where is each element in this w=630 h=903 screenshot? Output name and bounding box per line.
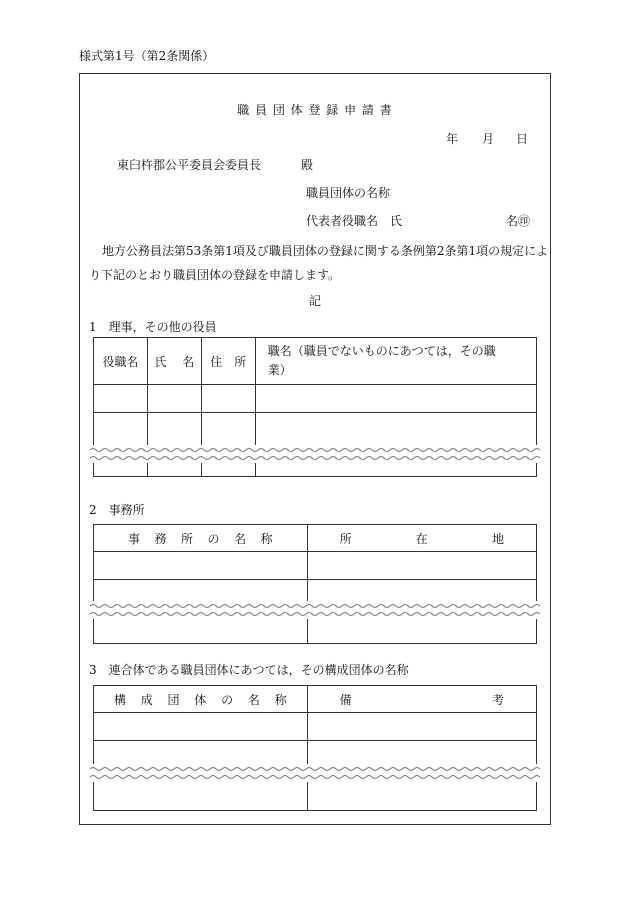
table-row — [94, 413, 537, 447]
col-job-header — [255, 338, 536, 385]
date-day-label: 日 — [516, 132, 529, 146]
table-header-row — [94, 525, 537, 552]
table-row — [94, 713, 537, 741]
cell-office-name[interactable] — [94, 552, 308, 580]
table-row — [94, 552, 537, 580]
col-member-name-header: 構 成 団 体 の 名 称 — [94, 686, 308, 713]
cell-job[interactable] — [255, 413, 536, 447]
member-org-table — [93, 685, 537, 811]
honorific: 殿 — [301, 158, 314, 172]
cell-member-name[interactable] — [94, 713, 308, 741]
cell-address[interactable] — [201, 413, 255, 447]
cell-name[interactable] — [147, 413, 201, 447]
date-month-label: 月 — [482, 132, 495, 146]
col-location-header: 所 在 地 — [307, 525, 536, 552]
col-office-name-header: 事 務 所 の 名 称 — [94, 525, 308, 552]
representative-label: 代表者役職名 氏 — [306, 214, 403, 228]
table-header-row — [94, 338, 537, 385]
addressee: 東臼杵郡公平委員会委員長 — [117, 158, 262, 172]
table-break-marker — [90, 601, 540, 619]
section3-heading: 3 連合体である職員団体にあつては，その構成団体の名称 — [89, 663, 409, 677]
table-break-marker — [90, 764, 540, 782]
body-text-line2: り下記のとおり職員団体の登録を申請します。 — [89, 268, 341, 282]
org-name-label: 職員団体の名称 — [306, 186, 391, 200]
table-header-row — [94, 686, 537, 713]
section1-heading: 1 理事，その他の役員 — [89, 320, 217, 334]
cell-name[interactable] — [147, 385, 201, 413]
col-job-header-line2: 業） — [267, 363, 292, 377]
col-name-header: 氏 名 — [147, 338, 201, 385]
cell-address[interactable] — [201, 385, 255, 413]
body-text-line1: 地方公務員法第53条第1項及び職員団体の登録に関する条例第2条第1項の規定によ — [102, 244, 549, 258]
form-number: 様式第1号（第2条関係） — [79, 49, 215, 63]
section2-heading: 2 事務所 — [89, 503, 145, 517]
name-seal-label: 名㊞ — [506, 214, 531, 228]
cell-job[interactable] — [255, 385, 536, 413]
ki-label: 記 — [308, 294, 321, 308]
cell-location[interactable] — [307, 552, 536, 580]
col-position-header: 役職名 — [94, 338, 148, 385]
date-year-label: 年 — [446, 132, 459, 146]
cell-position[interactable] — [94, 385, 148, 413]
table-row — [94, 385, 537, 413]
cell-position[interactable] — [94, 413, 148, 447]
cell-remarks[interactable] — [307, 713, 536, 741]
col-job-header-line1: 職名（職員でないものにあつては，その職 — [267, 344, 496, 358]
office-table — [93, 524, 537, 644]
col-address-header: 住 所 — [201, 338, 255, 385]
table-break-marker — [90, 445, 540, 463]
page-title: 職 員 団 体 登 録 申 請 書 — [237, 103, 393, 117]
col-remarks-header: 備 考 — [307, 686, 536, 713]
